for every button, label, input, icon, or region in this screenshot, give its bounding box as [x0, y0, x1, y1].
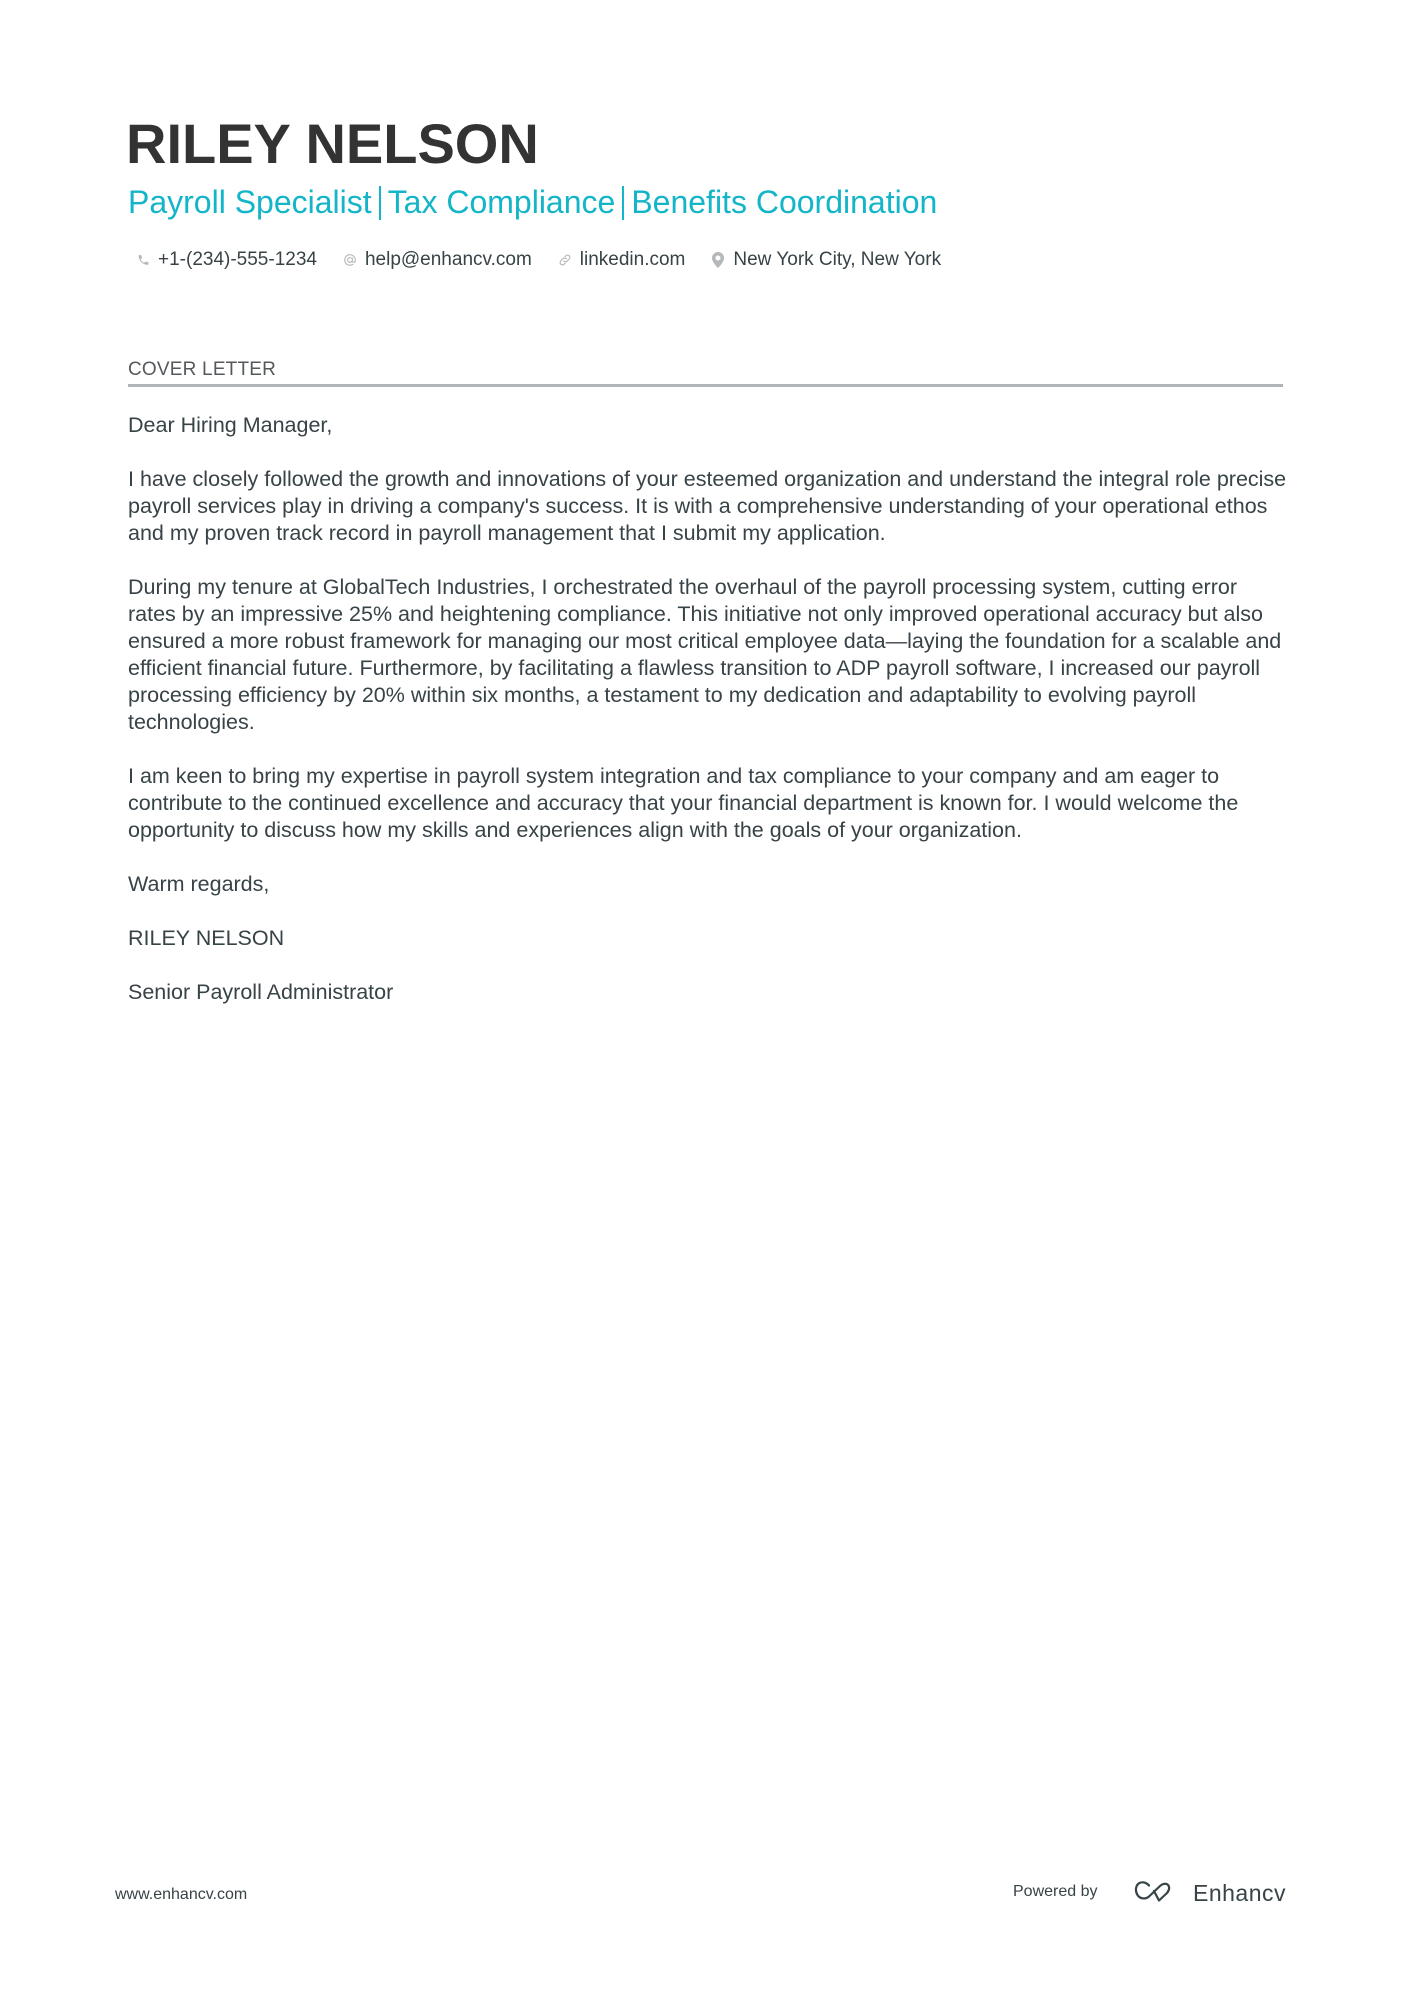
contact-linkedin	[558, 249, 686, 271]
headline-separator	[379, 186, 381, 220]
signature-name: RILEY NELSON	[128, 926, 285, 950]
location-pin-icon	[711, 252, 725, 268]
at-icon	[343, 252, 357, 268]
letter-paragraph-3: I am keen to bring my expertise in payroll system integration and tax compliance to your company and am eager to contribute to the continued excellence and accuracy that your financial department is known for. I would welcome the opportunity to discuss how my skills and experiences align with the goals of your organization.	[128, 764, 1239, 842]
enhancv-wordmark: Enhancv	[1193, 1880, 1287, 1906]
candidate-name: RILEY NELSON	[126, 112, 539, 175]
signature-title: Senior Payroll Administrator	[128, 980, 394, 1004]
headline-title-1: Payroll Specialist	[128, 184, 372, 220]
phone-icon	[136, 252, 150, 268]
closing: Warm regards,	[128, 872, 270, 896]
location-text: New York City, New York	[733, 249, 942, 270]
headline-title-3: Benefits Coordination	[631, 184, 938, 220]
contact-info	[136, 248, 967, 272]
section-divider	[128, 384, 1283, 387]
linkedin-link[interactable]: linkedin.com	[579, 249, 686, 270]
letter-paragraph-2: During my tenure at GlobalTech Industries, I orchestrated the overhaul of the payroll processing system, cutting error rates by an impressive 25% and heightening compliance. This initiative not only improved operational accuracy but also ensured a more robust framework for managing our most critical employee data—laying the foundation for a scalable and efficient financial future. Furthermore, by facilitating a flawless transition to ADP payroll software, I increased our payroll processing efficiency by 20% within six months, a testament to my dedication and adaptability to evolving payroll technologies.	[128, 575, 1282, 734]
letter-paragraph-1: I have closely followed the growth and innovations of your esteemed organization and understand the integral role precise payroll services play in driving a company's success. It is with a comprehensive understanding of your operational ethos and my proven track record in payroll management that I submit my application.	[128, 467, 1287, 545]
footer-website-link[interactable]: www.enhancv.com	[115, 1886, 248, 1903]
powered-by-label: Powered by	[1013, 1883, 1098, 1900]
headline-separator	[622, 186, 624, 220]
headline	[128, 182, 937, 222]
contact-phone	[136, 249, 317, 271]
enhancv-logo-icon	[1133, 1879, 1179, 1908]
section-title-cover-letter: COVER LETTER	[128, 359, 277, 380]
enhancv-logo[interactable]	[1133, 1880, 1287, 1906]
email-address[interactable]: help@enhancv.com	[364, 249, 532, 270]
letter-body	[128, 412, 1288, 1033]
link-icon	[558, 252, 572, 268]
headline-title-2: Tax Compliance	[387, 184, 616, 220]
contact-email	[343, 249, 532, 271]
phone-number[interactable]: +1-(234)-555-1234	[158, 249, 317, 270]
contact-location	[711, 249, 941, 271]
salutation: Dear Hiring Manager,	[128, 413, 333, 437]
